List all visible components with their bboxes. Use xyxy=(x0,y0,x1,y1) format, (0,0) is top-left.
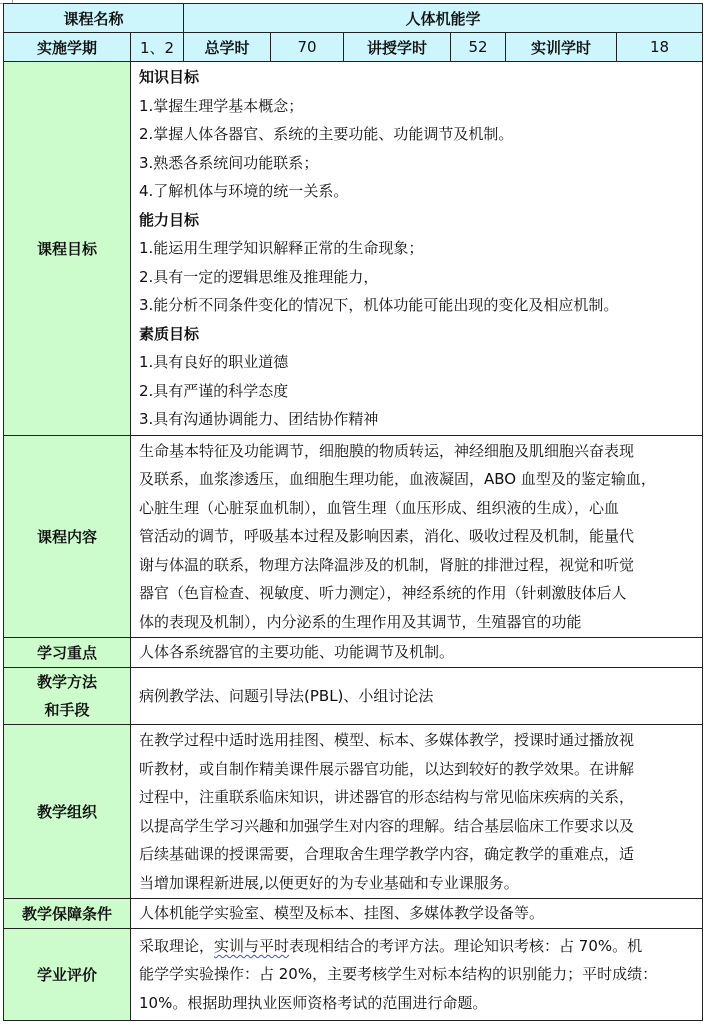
goal-item: 1.能运用生理学知识解释正常的生命现象； xyxy=(139,239,424,258)
semester-label: 实施学期 xyxy=(4,33,131,62)
organization-line: 听教材，或自制作精美课件展示器官功能，以达到较好的教学效果。在讲解 xyxy=(139,759,635,778)
practice-hours-value: 18 xyxy=(617,33,703,62)
course-table xyxy=(3,3,703,1021)
organization-line: 当增加课程新进展,以便更好的为专业基础和专业课服务。 xyxy=(139,873,519,892)
methods-row xyxy=(4,668,703,725)
focus-text: 人体各系统器官的主要功能、功能调节及机制。 xyxy=(131,638,703,668)
content-row xyxy=(4,436,703,638)
organization-text xyxy=(131,725,703,899)
evaluation-line: 10%。根据助理执业医师资格考试的范围进行命题。 xyxy=(139,993,488,1012)
goal-item: 2.具有严谨的科学态度 xyxy=(139,381,289,400)
evaluation-line: 能学学实验操作：占 20%，主要考核学生对标本结构的识别能力；平时成绩： xyxy=(139,965,658,984)
goal-item: 3.具有沟通协调能力、团结协作精神 xyxy=(139,410,379,429)
goals-content xyxy=(131,62,703,436)
methods-label-line1: 教学方法 xyxy=(36,673,97,691)
organization-line: 在教学过程中适时选用挂图、模型、标本、多媒体教学，授课时通过播放视 xyxy=(139,731,635,749)
methods-label-line2: 和手段 xyxy=(44,701,90,719)
content-line: 器官（色盲检查、视敏度、听力测定），神经系统的作用（针刺激肢体后人 xyxy=(139,584,627,603)
content-text xyxy=(131,436,703,638)
evaluation-line1-a: 采取理论， xyxy=(139,936,215,955)
content-line: 生命基本特征及功能调节，细胞膜的物质转运，神经细胞及肌细胞兴奋表现 xyxy=(139,441,635,460)
quality-goals-title: 素质目标 xyxy=(139,324,200,343)
methods-text: 病例教学法、问题引导法(PBL)、小组讨论法 xyxy=(131,668,703,725)
focus-row xyxy=(4,638,703,668)
methods-label xyxy=(4,668,131,725)
evaluation-text xyxy=(131,929,703,1021)
evaluation-line xyxy=(139,932,694,961)
goal-item: 2.具有一定的逻辑思维及推理能力， xyxy=(139,267,379,286)
evaluation-line1-c: 表现相结合的考评方法。理论知识考核：占 70%。机 xyxy=(289,936,643,955)
content-line: 管活动的调节，呼吸基本过程及影响因素，消化、吸收过程及机制，能量代 xyxy=(139,527,635,546)
organization-line: 过程中，注重联系临床知识，讲述器官的形态结构与常见临床疾病的关系， xyxy=(139,788,635,806)
knowledge-goals-title: 知识目标 xyxy=(139,68,200,87)
focus-label: 学习重点 xyxy=(4,638,131,668)
lecture-hours-label: 讲授学时 xyxy=(344,33,451,62)
organization-line: 以提高学生学习兴趣和加强学生对内容的理解。结合基层临床工作要求以及 xyxy=(139,816,635,835)
hours-row xyxy=(4,33,703,62)
goals-label: 课程目标 xyxy=(4,62,131,436)
goal-item: 1.掌握生理学基本概念； xyxy=(139,96,304,115)
practice-hours-label: 实训学时 xyxy=(506,33,617,62)
goal-item: 2.掌握人体各器官、系统的主要功能、功能调节及机制。 xyxy=(139,125,514,144)
content-label: 课程内容 xyxy=(4,436,131,638)
evaluation-label: 学业评价 xyxy=(4,929,131,1021)
ability-goals-title: 能力目标 xyxy=(139,210,200,229)
evaluation-row xyxy=(4,929,703,1021)
content-line: 心脏生理（心脏泵血机制），血管生理（血压形成、组织液的生成），心血 xyxy=(139,498,620,517)
course-name-row xyxy=(4,4,703,33)
support-label: 教学保障条件 xyxy=(4,899,131,929)
course-name-label: 课程名称 xyxy=(4,4,184,33)
support-text: 人体机能学实验室、模型及标本、挂图、多媒体教学设备等。 xyxy=(131,899,703,929)
goal-item: 3.能分析不同条件变化的情况下，机体功能可能出现的变化及相应机制。 xyxy=(139,296,619,315)
content-line: 体的表现及机制），内分泌系的生理作用及其调节，生殖器官的功能 xyxy=(139,612,582,631)
semester-value: 1、2 xyxy=(131,33,184,62)
organization-line: 后续基础课的授课需要，合理取舍生理学教学内容，确定教学的重难点，适 xyxy=(139,845,635,863)
organization-row xyxy=(4,725,703,899)
total-hours-label: 总学时 xyxy=(184,33,271,62)
support-row xyxy=(4,899,703,929)
lecture-hours-value: 52 xyxy=(451,33,506,62)
content-line: 及联系，血浆渗透压，血细胞生理功能，血液凝固，ABO 血型及的鉴定输血， xyxy=(139,470,656,489)
total-hours-value: 70 xyxy=(271,33,344,62)
course-name-value: 人体机能学 xyxy=(184,4,703,33)
goal-item: 4.了解机体与环境的统一关系。 xyxy=(139,182,349,201)
goals-row xyxy=(4,62,703,436)
organization-label: 教学组织 xyxy=(4,725,131,899)
content-line: 谢与体温的联系，物理方法降温涉及的机制，肾脏的排泄过程，视觉和听觉 xyxy=(139,555,635,574)
goal-item: 3.熟悉各系统间功能联系； xyxy=(139,153,319,172)
spellcheck-underlined-text: 实训与平时 xyxy=(214,936,290,955)
goal-item: 1.具有良好的职业道德 xyxy=(139,353,289,372)
